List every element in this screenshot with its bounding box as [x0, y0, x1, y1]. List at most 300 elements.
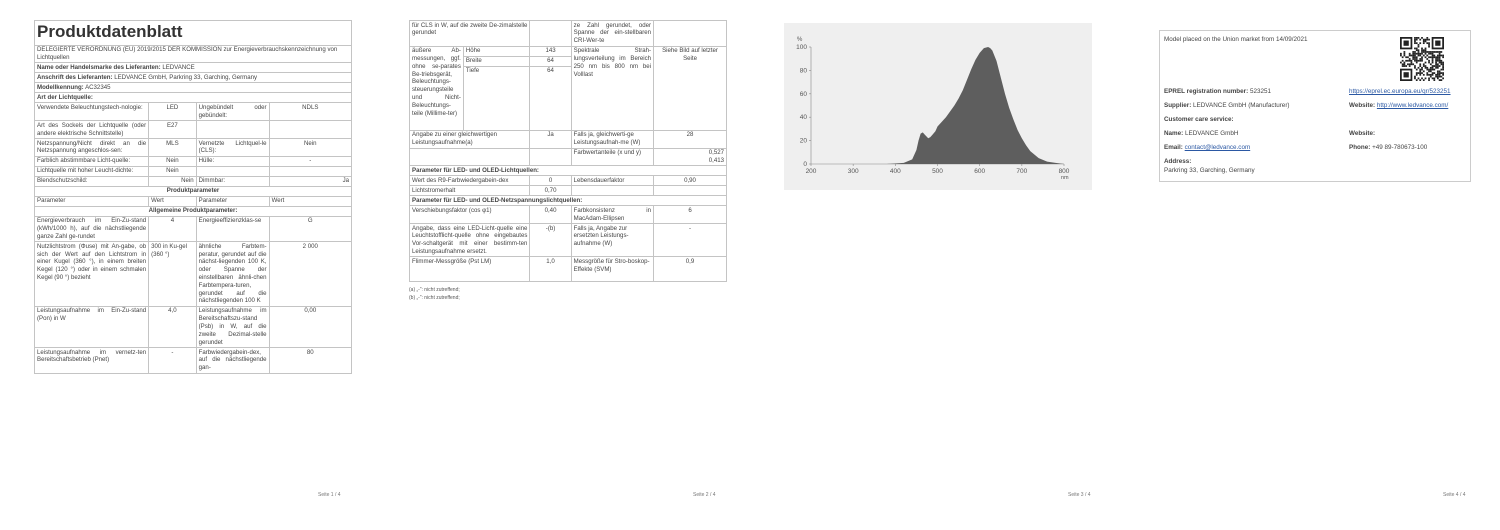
qr-module [1435, 60, 1437, 62]
qr-module [1426, 74, 1428, 76]
qr-module [1423, 39, 1425, 41]
dim-name: Höhe [463, 46, 530, 56]
qr-module [1419, 79, 1421, 81]
dim-value: 64 [530, 66, 571, 130]
qr-module [1418, 53, 1420, 55]
supplier-value: LEDVANCE GmbH (Manufacturer) [1193, 102, 1290, 109]
qr-module [1425, 49, 1427, 51]
qr-module [1423, 63, 1425, 65]
qr-module [1423, 74, 1425, 76]
qr-module [1425, 39, 1427, 41]
datasheet-page-4 [1159, 20, 1477, 498]
qr-module [1428, 79, 1430, 81]
y-tick-label: 20 [799, 137, 807, 145]
eprel-row [1164, 88, 1271, 95]
qr-module [1439, 65, 1441, 67]
model-label: Modellkennung: [37, 84, 84, 92]
qr-module [1428, 62, 1430, 64]
qr-module [1409, 65, 1411, 67]
qr-module [1404, 63, 1406, 65]
qr-module [1426, 39, 1428, 41]
qr-module [1432, 77, 1434, 79]
table-row [35, 306, 352, 347]
qr-module [1412, 53, 1414, 55]
qr-module [1402, 56, 1404, 58]
datasheet-page-3 [784, 20, 1102, 498]
light-source-type-heading: Art der Lichtquelle: [35, 93, 352, 103]
qr-module [1421, 48, 1423, 50]
table-row [410, 224, 727, 257]
qr-module [1442, 67, 1444, 69]
spectrum-area [887, 47, 1064, 164]
website-row [1349, 102, 1448, 109]
qr-module [1432, 67, 1434, 69]
qr-module [1426, 55, 1428, 57]
qr-module [1421, 77, 1423, 79]
qr-module [1418, 46, 1420, 48]
qr-module [1414, 51, 1416, 53]
param-name: Ungebündelt oder gebündelt: [196, 103, 269, 121]
qr-module [1426, 51, 1428, 53]
qr-module [1416, 39, 1418, 41]
param-value: 0,70 [530, 186, 571, 196]
product-params-heading: Produktparameter [35, 186, 352, 196]
qr-module [1426, 37, 1428, 39]
qr-module [1404, 41, 1409, 46]
param-name: Blendschutzschild: [35, 176, 149, 186]
name-value: LEDVANCE GmbH [1185, 130, 1239, 137]
qr-module [1409, 53, 1411, 55]
qr-module [1421, 67, 1423, 69]
param-name [196, 166, 269, 176]
param-value: - [654, 224, 727, 257]
qr-module [1412, 58, 1414, 60]
qr-module [1425, 53, 1427, 55]
qr-module [1416, 56, 1418, 58]
param-name: Angabe zu einer gleichwertigen Leistungsaufnahme(a) [410, 130, 530, 148]
table-row [35, 138, 352, 156]
table-row [410, 46, 727, 56]
qr-module [1440, 55, 1442, 57]
dim-value: 143 [530, 46, 571, 56]
phone-value: +49 89-780673-100 [1372, 144, 1428, 151]
qr-module [1439, 74, 1441, 76]
supplier-label: Supplier: [1164, 102, 1192, 109]
param-value [530, 148, 571, 166]
qr-module [1430, 53, 1432, 55]
qr-module [1442, 74, 1444, 76]
qr-module [1437, 72, 1439, 74]
name-label: Name: [1164, 130, 1184, 137]
param-name: Verwendete Beleuchtungstech-nologie: [35, 103, 149, 121]
qr-module [1414, 41, 1416, 43]
qr-module [1418, 60, 1420, 62]
param-name: Verschiebungsfaktor (cos φ1) [410, 206, 530, 224]
qr-module [1414, 39, 1416, 41]
address-label: Address: [1164, 158, 1192, 165]
qr-module [1442, 69, 1444, 71]
param-value: - [269, 156, 351, 166]
param-value [654, 186, 727, 196]
param-value [269, 121, 351, 139]
param-value [654, 148, 727, 166]
qr-module [1404, 62, 1406, 64]
qr-module [1426, 69, 1428, 71]
qr-module [1416, 37, 1418, 39]
param-value: NDLS [269, 103, 351, 121]
param-name: Flimmer-Messgröße (Pst LM) [410, 257, 530, 281]
qr-module [1430, 70, 1432, 72]
qr-module [1416, 79, 1418, 81]
qr-module [1439, 76, 1441, 78]
param-value: Ja [530, 130, 571, 148]
param-name: Netzspannung/Nicht direkt an die Netzspannung angeschlos-sen: [35, 138, 149, 156]
param-value: - [149, 347, 197, 373]
param-name: Falls ja, gleichwerti-ge Leistungsaufnah-me (W) [571, 130, 653, 148]
qr-module [1433, 72, 1435, 74]
qr-module [1402, 63, 1404, 65]
qr-module [1421, 72, 1423, 74]
qr-module [1405, 65, 1407, 67]
qr-module [1428, 44, 1430, 46]
qr-module [1412, 63, 1414, 65]
page-number: Seite 4 / 4 [1443, 492, 1466, 498]
qr-module [1432, 51, 1434, 53]
qr-module [1414, 58, 1416, 60]
qr-module [1428, 56, 1430, 58]
param-value: Nein [149, 156, 197, 166]
qr-module [1414, 60, 1416, 62]
param-value: 0,40 [530, 206, 571, 224]
qr-module [1414, 55, 1416, 57]
qr-module [1423, 51, 1425, 53]
qr-module [1439, 79, 1441, 81]
qr-module [1409, 58, 1411, 60]
qr-code-icon[interactable] [1400, 37, 1444, 81]
qr-module [1405, 60, 1407, 62]
param-value: 0,90 [654, 176, 727, 186]
param-name: Messgröße für Stro-boskop-Effekte (SVM) [571, 257, 653, 281]
qr-module [1407, 56, 1409, 58]
table-row [410, 176, 727, 186]
qr-module [1416, 74, 1418, 76]
qr-module [1435, 67, 1437, 69]
qr-module [1409, 55, 1411, 57]
qr-module [1442, 65, 1444, 67]
x-tick-label: 500 [932, 168, 943, 175]
table-row [410, 257, 727, 281]
qr-module [1433, 51, 1435, 53]
address-value: Parkring 33, Garching, Germany [1164, 167, 1255, 174]
qr-module [1411, 62, 1413, 64]
param-name: Farbwiedergabein-dex, auf die nächstliegende gan- [196, 347, 269, 373]
qr-module [1432, 60, 1434, 62]
qr-module [1419, 60, 1421, 62]
page-number: Seite 2 / 4 [693, 492, 716, 498]
qr-module [1409, 60, 1411, 62]
param-name: Farbkonsistenz in MacAdam-Ellipsen [571, 206, 653, 224]
qr-module [1435, 63, 1437, 65]
website-link[interactable]: http://www.ledvance.com/ [1376, 102, 1449, 109]
table-row [410, 21, 727, 47]
qr-module [1430, 69, 1432, 71]
param-name: Art des Sockels der Lichtquelle (oder andere elektrische Schnittstelle) [35, 121, 149, 139]
qr-module [1425, 67, 1427, 69]
param-value: Nein [269, 138, 351, 156]
qr-module [1426, 58, 1428, 60]
param-value: 0,9 [654, 257, 727, 281]
qr-module [1437, 74, 1439, 76]
qr-module [1400, 53, 1402, 55]
dim-name: Breite [463, 56, 530, 66]
qr-module [1418, 44, 1420, 46]
qr-module [1423, 79, 1425, 81]
qr-module [1435, 74, 1437, 76]
table-row [35, 103, 352, 121]
qr-module [1433, 69, 1435, 71]
qr-module [1418, 77, 1420, 79]
param-name [410, 148, 530, 166]
param-name: Energieverbrauch im Ein-Zu-stand (kWh/1000 h), auf die nächstliegende ganze Zahl ge-rundet [35, 216, 149, 242]
table-row [35, 121, 352, 139]
param-name: Falls ja, Angabe zur ersetzten Leistungs-aufnahme (W) [571, 224, 653, 257]
qr-module [1435, 41, 1440, 46]
qr-module [1433, 77, 1435, 79]
page-number: Seite 3 / 4 [1068, 492, 1091, 498]
qr-module [1432, 53, 1434, 55]
phone-row [1349, 144, 1427, 151]
qr-module [1419, 58, 1421, 60]
qr-module [1421, 53, 1423, 55]
address-label: Anschrift des Lieferanten: [37, 74, 113, 82]
qr-module [1425, 62, 1427, 64]
qr-module [1425, 65, 1427, 67]
qr-module [1416, 53, 1418, 55]
param-value: 4 [149, 216, 197, 242]
param-name: ze Zahl gerundet, oder Spanne der ein-stellbaren CRI-Wer-te [571, 21, 653, 47]
eprel-number: 523251 [1249, 88, 1271, 95]
table-row [35, 242, 352, 307]
qr-module [1432, 72, 1434, 74]
qr-module [1402, 60, 1404, 62]
param-name [196, 121, 269, 139]
qr-module [1421, 49, 1423, 51]
qr-module [1418, 51, 1420, 53]
qr-module [1404, 72, 1409, 77]
supplier-value: LEDVANCE [162, 64, 195, 72]
qr-module [1439, 55, 1441, 57]
phone-label: Phone: [1349, 144, 1371, 151]
y-tick-label: 60 [799, 90, 807, 98]
param-name: Farbwertanteile (x und y) [571, 148, 653, 166]
qr-module [1435, 51, 1437, 53]
datasheet-page-2 [409, 20, 727, 498]
qr-module [1433, 55, 1435, 57]
qr-module [1407, 63, 1409, 65]
qr-module [1435, 56, 1437, 58]
qr-module [1439, 70, 1441, 72]
table-row [410, 130, 727, 148]
qr-module [1414, 42, 1416, 44]
qr-module [1430, 67, 1432, 69]
qr-module [1430, 74, 1432, 76]
x-tick-label: 800 [1058, 168, 1070, 175]
qr-module [1439, 53, 1441, 55]
param-value [530, 21, 571, 47]
qr-module [1428, 74, 1430, 76]
mains-params-heading: Parameter für LED- und OLED-Netzspannungslichtquellen: [410, 196, 727, 206]
param-value: -(b) [530, 224, 571, 257]
supplier-row [1164, 102, 1290, 109]
qr-module [1400, 55, 1402, 57]
table-row [35, 156, 352, 166]
qr-module [1440, 60, 1442, 62]
qr-module [1432, 65, 1434, 67]
qr-module [1419, 70, 1421, 72]
qr-module [1437, 65, 1439, 67]
qr-module [1439, 58, 1441, 60]
table-row [35, 216, 352, 242]
param-value: 4,0 [149, 306, 197, 347]
param-value: 0,00 [269, 306, 351, 347]
param-name: Dimmbar: [196, 176, 269, 186]
qr-module [1432, 56, 1434, 58]
qr-module [1421, 56, 1423, 58]
qr-module [1437, 63, 1439, 65]
qr-module [1437, 56, 1439, 58]
qr-module [1423, 70, 1425, 72]
table-row [410, 148, 727, 166]
chroma-y: 0,413 [708, 156, 724, 164]
eprel-info-block [1159, 30, 1471, 182]
qr-module [1421, 69, 1423, 71]
param-name: Vernetzte Lichtquel-le (CLS): [196, 138, 269, 156]
param-value: Ja [269, 176, 351, 186]
qr-module [1435, 58, 1437, 60]
regulation-text: DELEGIERTE VERORDNUNG (EU) 2019/2015 DER KOMMISSION zur Energieverbrauchskennzeichnung von Lichtquellen [35, 45, 352, 63]
column-header: Wert [269, 196, 351, 206]
eprel-link[interactable]: https://eprel.ec.europa.eu/qr/523251 [1349, 88, 1451, 95]
qr-module [1409, 63, 1411, 65]
param-name: Lichtstromerhalt [410, 186, 530, 196]
qr-module [1437, 55, 1439, 57]
qr-module [1428, 42, 1430, 44]
param-value [654, 21, 727, 47]
qr-module [1423, 42, 1425, 44]
qr-module [1414, 56, 1416, 58]
table-row [35, 176, 352, 186]
qr-module [1414, 65, 1416, 67]
qr-module [1425, 77, 1427, 79]
qr-module [1437, 77, 1439, 79]
eprel-label: EPREL registration number: [1164, 88, 1249, 95]
supplier-label: Name oder Handelsmarke des Lieferanten: [37, 64, 161, 72]
qr-module [1418, 49, 1420, 51]
qr-module [1419, 39, 1421, 41]
qr-module [1405, 56, 1407, 58]
param-name [571, 186, 653, 196]
y-axis-unit-label: % [797, 37, 803, 43]
website-label: Website: [1349, 102, 1376, 109]
qr-module [1430, 51, 1432, 53]
qr-module [1440, 62, 1442, 64]
qr-module [1411, 60, 1413, 62]
qr-module [1418, 72, 1420, 74]
qr-module [1418, 55, 1420, 57]
qr-module [1412, 55, 1414, 57]
param-value: 0 [530, 176, 571, 186]
qr-module [1435, 65, 1437, 67]
param-value: E27 [149, 121, 197, 139]
email-link[interactable]: contact@ledvance.com [1184, 144, 1251, 151]
qr-module [1439, 72, 1441, 74]
spectrum-chart [784, 23, 1092, 190]
qr-module [1402, 65, 1404, 67]
qr-module [1418, 67, 1420, 69]
qr-module [1432, 58, 1434, 60]
qr-module [1440, 79, 1442, 81]
x-tick-label: 600 [974, 168, 986, 175]
qr-module [1412, 51, 1414, 53]
y-tick-label: 100 [796, 44, 807, 51]
param-name: Angabe, dass eine LED-Licht-quelle eine Leuchtstofflicht-quelle ohne eingebautes Vor-schaltgerät mit einer bestimm-ten Leistungsaufnahme ersetzt. [410, 224, 530, 257]
param-value: MLS [149, 138, 197, 156]
qr-module [1416, 72, 1418, 74]
model-value: AC32345 [85, 84, 111, 92]
qr-module [1416, 69, 1418, 71]
param-value: 1,0 [530, 257, 571, 281]
param-value [269, 166, 351, 176]
qr-module [1433, 79, 1435, 81]
y-tick-label: 0 [803, 161, 807, 168]
email-row [1164, 144, 1250, 151]
qr-module [1437, 70, 1439, 72]
qr-module [1435, 62, 1437, 64]
param-name: Nutzlichtstrom (Φuse) mit An-gabe, ob sich der Wert auf den Lichtstrom in einer Kugel (360 °), in einem breiten Kegel (120 °) oder in einem schmalen Kegel (90 °) bezieht [35, 242, 149, 307]
footnote-b: (b) „-“: nicht zutreffend; [409, 294, 460, 301]
qr-module [1428, 51, 1430, 53]
qr-module [1439, 51, 1441, 53]
chroma-x: 0,527 [708, 149, 724, 157]
qr-module [1439, 56, 1441, 58]
qr-module [1439, 62, 1441, 64]
qr-module [1428, 53, 1430, 55]
spectral-label: Spektrale Strah-lungsverteilung im Bereich 250 nm bis 800 nm bei Volllast [571, 46, 653, 130]
table-row [35, 347, 352, 373]
qr-module [1419, 63, 1421, 65]
qr-module [1430, 76, 1432, 78]
qr-module [1419, 72, 1421, 74]
care-website-label: Website: [1349, 130, 1376, 137]
qr-module [1435, 76, 1437, 78]
param-name: Hülle: [196, 156, 269, 166]
qr-module [1442, 62, 1444, 64]
qr-module [1425, 41, 1427, 43]
qr-module [1440, 63, 1442, 65]
qr-module [1432, 62, 1434, 64]
qr-module [1440, 69, 1442, 71]
param-value: LED [149, 103, 197, 121]
qr-module [1419, 55, 1421, 57]
qr-module [1421, 58, 1423, 60]
qr-module [1419, 69, 1421, 71]
datasheet-page-1 [34, 20, 352, 498]
qr-module [1432, 55, 1434, 57]
qr-module [1419, 53, 1421, 55]
qr-module [1437, 67, 1439, 69]
column-header: Wert [149, 196, 197, 206]
qr-module [1416, 62, 1418, 64]
